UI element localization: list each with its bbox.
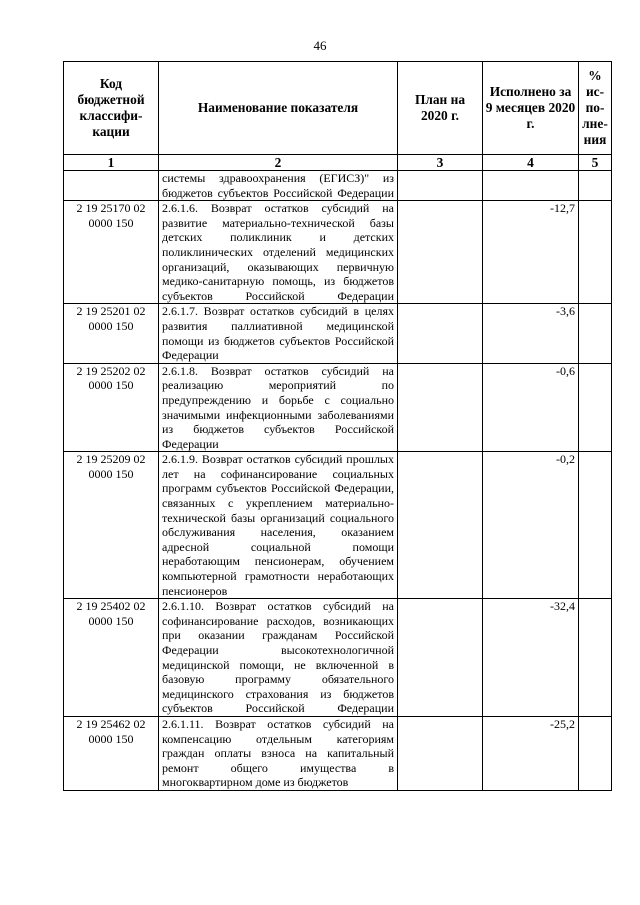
row-code: 2 19 25201 02 0000 150 (64, 304, 159, 363)
row-percent (579, 201, 612, 304)
table-row (64, 599, 612, 717)
row-executed (483, 171, 579, 201)
row-name: 2.6.1.8. Возврат остатков субсидий на реализацию мероприятий по предупреждению и борьбе с социально значимыми инфекционными заболеваниями из бюджетов субъектов Российской Федерации (159, 363, 398, 452)
row-plan (398, 171, 483, 201)
row-executed: -3,6 (483, 304, 579, 363)
column-number: 4 (483, 155, 579, 171)
row-percent (579, 716, 612, 790)
row-plan (398, 304, 483, 363)
row-percent (579, 171, 612, 201)
row-code (64, 171, 159, 201)
header-name: Наименование показателя (159, 62, 398, 155)
table-row (64, 452, 612, 599)
header-executed: Исполнено за 9 месяцев 2020 г. (483, 62, 579, 155)
row-name: 2.6.1.10. Возврат остатков субсидий на софинансирование расходов, возникающих при оказании гражданам Российской Федерации высокотехнологичной медицинской помощи, не включенной в базовую программу обязательного медицинского страхования из бюджетов субъектов Российской Федерации (159, 599, 398, 717)
row-plan (398, 716, 483, 790)
row-executed: -12,7 (483, 201, 579, 304)
row-percent (579, 452, 612, 599)
row-plan (398, 363, 483, 452)
row-percent (579, 599, 612, 717)
row-plan (398, 201, 483, 304)
table-row (64, 171, 612, 201)
table-row (64, 716, 612, 790)
row-code: 2 19 25202 02 0000 150 (64, 363, 159, 452)
row-code: 2 19 25462 02 0000 150 (64, 716, 159, 790)
header-percent: % ис-по-лне-ния (579, 62, 612, 155)
column-number: 1 (64, 155, 159, 171)
budget-table (63, 61, 612, 791)
row-name: 2.6.1.6. Возврат остатков субсидий на развитие материально-технической базы детских поликлиник и детских поликлинических отделений медицинских организаций, оказывающих первичную медико-санитарную помощь, из бюджетов субъектов Российской Федерации (159, 201, 398, 304)
row-name: системы здравоохранения (ЕГИСЗ)" из бюджетов субъектов Российской Федерации (159, 171, 398, 201)
column-number: 2 (159, 155, 398, 171)
row-percent (579, 363, 612, 452)
row-code: 2 19 25402 02 0000 150 (64, 599, 159, 717)
row-name: 2.6.1.11. Возврат остатков субсидий на компенсацию отдельным категориям граждан оплаты взноса на капитальный ремонт общего имущества в многоквартирном доме из бюджетов (159, 716, 398, 790)
row-percent (579, 304, 612, 363)
table-row (64, 201, 612, 304)
row-code: 2 19 25209 02 0000 150 (64, 452, 159, 599)
row-executed: -0,6 (483, 363, 579, 452)
row-code: 2 19 25170 02 0000 150 (64, 201, 159, 304)
table-row (64, 304, 612, 363)
header-code: Код бюджетной классифи-кации (64, 62, 159, 155)
row-name: 2.6.1.7. Возврат остатков субсидий в целях развития паллиативной медицинской помощи из бюджетов субъектов Российской Федерации (159, 304, 398, 363)
row-plan (398, 599, 483, 717)
page-number: 46 (313, 38, 327, 53)
column-number: 3 (398, 155, 483, 171)
row-executed: -0,2 (483, 452, 579, 599)
row-name: 2.6.1.9. Возврат остатков субсидий прошлых лет на софинансирование социальных программ субъектов Российской Федерации, связанных с укреплением материально-технической базы организаций социального обслуживания населения, оказанием адресной социальной помощи неработающим пенсионерам, обучением компьютерной грамотности неработающих пенсионеров (159, 452, 398, 599)
row-plan (398, 452, 483, 599)
table-header-row (64, 62, 612, 155)
row-executed: -32,4 (483, 599, 579, 717)
row-executed: -25,2 (483, 716, 579, 790)
header-plan: План на 2020 г. (398, 62, 483, 155)
table-row (64, 363, 612, 452)
column-number: 5 (579, 155, 612, 171)
column-number-row (64, 155, 612, 171)
